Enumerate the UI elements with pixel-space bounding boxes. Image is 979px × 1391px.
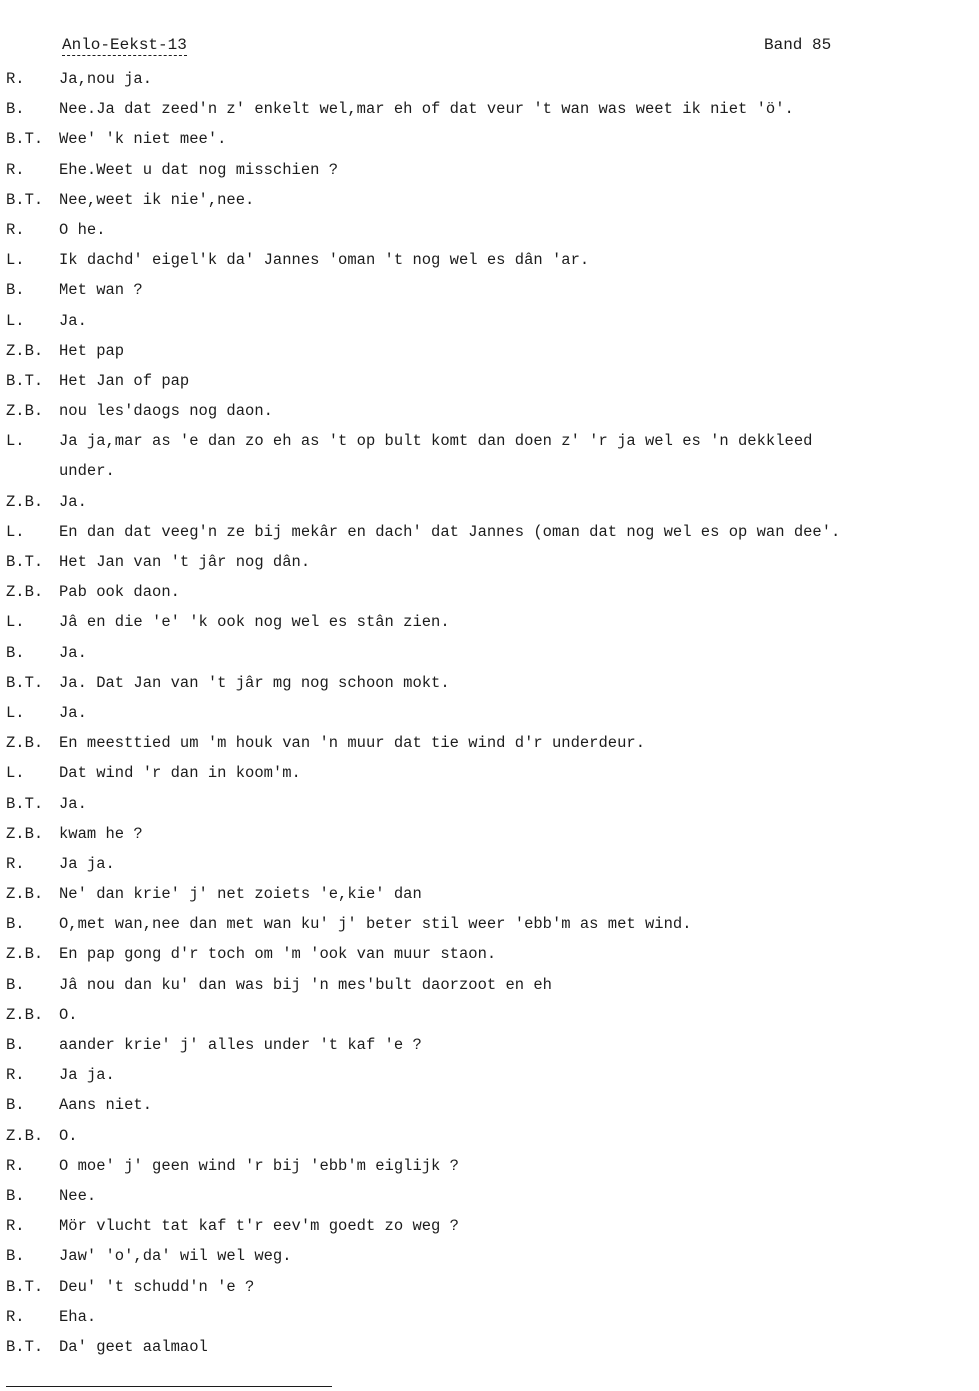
speaker-label: Z.B. — [6, 885, 44, 904]
transcript-line — [0, 336, 979, 366]
transcript-line — [0, 607, 979, 637]
utterance-text: O. — [59, 1005, 78, 1024]
speaker-label: B.T. — [6, 553, 44, 571]
utterance-text: Aans niet. — [59, 1096, 153, 1115]
utterance-text: En pap gong d'r toch om 'm 'ook van muur staon. — [59, 945, 497, 964]
speaker-label: B.T. — [6, 673, 44, 692]
speaker-label: R. — [6, 70, 25, 88]
utterance-text: En dan dat veeg'n ze bij mekâr en dach' dat Jannes (oman dat nog wel es op wan dee'. — [59, 522, 841, 541]
transcript-line — [0, 1151, 979, 1181]
transcript-line — [0, 1060, 979, 1090]
utterance-text: aander krie' j' alles under 't kaf 'e ? — [59, 1036, 422, 1054]
utterance-text: Jaw' 'o',da' wil wel weg. — [59, 1247, 292, 1266]
transcript-line — [0, 789, 979, 819]
transcript-line — [0, 396, 979, 426]
speaker-label: R. — [6, 1307, 25, 1326]
transcript-line — [0, 1121, 979, 1151]
transcript-line — [0, 1030, 979, 1060]
transcript-line — [0, 185, 979, 215]
speaker-label: R. — [6, 160, 25, 179]
utterance-text: O he. — [59, 220, 106, 239]
page-header — [0, 36, 979, 60]
transcript-line — [0, 215, 979, 245]
speaker-label: B. — [6, 643, 25, 662]
utterance-text: Het Jan van 't jâr nog dân. — [59, 553, 311, 571]
speaker-label: Z.B. — [6, 402, 44, 421]
utterance-text: Deu' 't schudd'n 'e ? — [59, 1277, 255, 1296]
transcript-line — [0, 64, 979, 94]
transcript-line — [0, 1181, 979, 1211]
utterance-text: Jâ en die 'e' 'k ook nog wel es stân zien. — [59, 613, 450, 632]
speaker-label: R. — [6, 1066, 25, 1085]
transcript-line — [0, 1302, 979, 1332]
utterance-text: Ja. — [59, 643, 87, 662]
utterance-text: Da' geet aalmaol — [59, 1337, 208, 1356]
speaker-label: B.T. — [6, 371, 44, 390]
speaker-label: B. — [6, 1036, 25, 1054]
speaker-label: B.T. — [6, 1337, 44, 1356]
utterance-text: En meesttied um 'm houk van 'n muur dat tie wind d'r underdeur. — [59, 734, 645, 753]
transcript-line — [0, 970, 979, 1000]
speaker-label: Z.B. — [6, 341, 44, 360]
band-number: Band 85 — [764, 36, 832, 54]
speaker-label: B. — [6, 975, 25, 994]
speaker-label: B.T. — [6, 190, 44, 209]
transcript-line — [0, 758, 979, 788]
utterance-text: Ehe.Weet u dat nog misschien ? — [59, 160, 339, 179]
transcript-line — [0, 155, 979, 185]
utterance-text: Ja. Dat Jan van 't jâr mg nog schoon mokt. — [59, 673, 450, 692]
transcript-line — [0, 547, 979, 577]
utterance-text: Ja. — [59, 492, 87, 511]
utterance-text: Wee' 'k niet mee'. — [59, 130, 227, 149]
transcript-line — [0, 456, 979, 486]
utterance-text: nou les'daogs nog daon. — [59, 402, 273, 421]
speaker-label: R. — [6, 854, 25, 873]
document-title: Anlo-Eekst-13 — [62, 36, 187, 54]
footer-rule — [6, 1386, 332, 1387]
speaker-label: Z.B. — [6, 583, 44, 602]
utterance-text: Nee.Ja dat zeed'n z' enkelt wel,mar eh of dat veur 't wan was weet ik niet 'ö'. — [59, 100, 794, 119]
speaker-label: B. — [6, 1096, 25, 1115]
transcript-line — [0, 939, 979, 969]
speaker-label: B.T. — [6, 130, 44, 149]
utterance-text: Ja ja. — [59, 854, 115, 873]
speaker-label: Z.B. — [6, 1126, 44, 1145]
utterance-text: Dat wind 'r dan in koom'm. — [59, 764, 301, 783]
transcript-line — [0, 849, 979, 879]
transcript-line — [0, 1211, 979, 1241]
speaker-label: L. — [6, 703, 25, 722]
utterance-text: Ja,nou ja. — [59, 70, 153, 88]
speaker-label: R. — [6, 1156, 25, 1175]
transcript-line — [0, 1000, 979, 1030]
utterance-text: Het pap — [59, 341, 125, 360]
transcript-line — [0, 909, 979, 939]
utterance-text: O,met wan,nee dan met wan ku' j' beter stil weer 'ebb'm as met wind. — [59, 915, 692, 934]
transcript-line — [0, 1332, 979, 1362]
speaker-label: B. — [6, 281, 25, 300]
utterance-text: Met wan ? — [59, 281, 143, 300]
utterance-text: Ja. — [59, 794, 87, 813]
transcript-line — [0, 1241, 979, 1271]
speaker-label: L. — [6, 522, 25, 541]
transcript-body — [0, 64, 979, 1362]
transcript-line — [0, 124, 979, 154]
transcript-line — [0, 728, 979, 758]
speaker-label: R. — [6, 220, 25, 239]
utterance-text: Eha. — [59, 1307, 97, 1326]
speaker-label: B. — [6, 1186, 25, 1205]
utterance-text: O moe' j' geen wind 'r bij 'ebb'm eiglijk ? — [59, 1156, 459, 1175]
transcript-line — [0, 487, 979, 517]
speaker-label: L. — [6, 311, 25, 330]
utterance-text: Ik dachd' eigel'k da' Jannes 'oman 't nog wel es dân 'ar. — [59, 251, 590, 270]
transcript-line — [0, 698, 979, 728]
speaker-label: B. — [6, 1247, 25, 1266]
transcript-line — [0, 819, 979, 849]
utterance-text: Mör vlucht tat kaf t'r eev'm goedt zo weg ? — [59, 1217, 459, 1236]
speaker-label: B.T. — [6, 794, 44, 813]
transcript-line — [0, 517, 979, 547]
utterance-text: Ja. — [59, 703, 87, 722]
utterance-text: Pab ook daon. — [59, 583, 180, 602]
utterance-text: Ja. — [59, 311, 87, 330]
speaker-label: B. — [6, 100, 25, 119]
transcript-line — [0, 306, 979, 336]
utterance-text: Ja ja. — [59, 1066, 115, 1085]
transcript-line — [0, 668, 979, 698]
transcript-line — [0, 638, 979, 668]
speaker-label: B. — [6, 915, 25, 934]
transcript-line — [0, 275, 979, 305]
speaker-label: Z.B. — [6, 1005, 44, 1024]
speaker-label: B.T. — [6, 1277, 44, 1296]
speaker-label: R. — [6, 1217, 25, 1236]
utterance-text: under. — [59, 462, 115, 481]
utterance-text: Het Jan of pap — [59, 371, 190, 390]
speaker-label: L. — [6, 432, 25, 451]
speaker-label: Z.B. — [6, 824, 44, 843]
speaker-label: Z.B. — [6, 945, 44, 964]
utterance-text: Ne' dan krie' j' net zoiets 'e,kie' dan — [59, 885, 422, 904]
transcript-line — [0, 94, 979, 124]
utterance-text: Ja ja,mar as 'e dan zo eh as 't op bult komt dan doen z' 'r ja wel es 'n dekkleed — [59, 432, 813, 451]
speaker-label: Z.B. — [6, 492, 44, 511]
utterance-text: O. — [59, 1126, 78, 1145]
transcript-line — [0, 366, 979, 396]
transcript-line — [0, 1090, 979, 1120]
utterance-text: Nee,weet ik nie',nee. — [59, 190, 255, 209]
transcript-line — [0, 245, 979, 275]
transcript-line — [0, 426, 979, 456]
transcript-line — [0, 577, 979, 607]
transcript-line — [0, 1272, 979, 1302]
utterance-text: kwam he ? — [59, 824, 143, 843]
speaker-label: L. — [6, 613, 25, 632]
speaker-label: L. — [6, 764, 25, 783]
speaker-label: Z.B. — [6, 734, 44, 753]
speaker-label: L. — [6, 251, 25, 270]
transcript-line — [0, 879, 979, 909]
utterance-text: Nee. — [59, 1186, 97, 1205]
utterance-text: Jâ nou dan ku' dan was bij 'n mes'bult daorzoot en eh — [59, 975, 552, 994]
